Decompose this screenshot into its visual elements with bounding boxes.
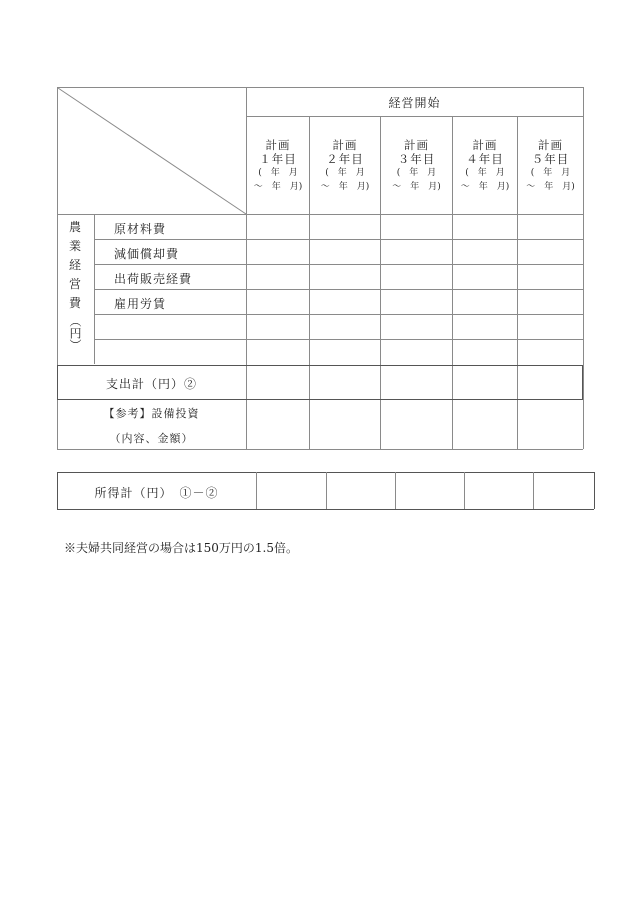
plan-header-1 (247, 138, 309, 194)
row-sep-2 (94, 264, 583, 265)
income-total-label: 所得計（円） ①－② (94, 486, 219, 500)
category-char: 農 (68, 220, 81, 234)
plan-title: 計画 (404, 138, 429, 152)
category-label-vertical (66, 218, 84, 351)
category-char: 経 (68, 258, 81, 272)
income-col-sep-4 (464, 472, 465, 509)
plan-header-5 (518, 138, 583, 194)
table-border-right (583, 87, 584, 449)
footnote: ※夫婦共同経営の場合は150万円の1.5倍。 (64, 541, 298, 555)
reference-label-line1: 【参考】設備投資 (103, 407, 200, 420)
plan-date-start: ( 年 月 (465, 168, 505, 178)
income-col-sep-3 (395, 472, 396, 509)
plan-date-start: ( 年 月 (325, 168, 365, 178)
plan-year: ３年目 (397, 152, 436, 166)
plan-title: 計画 (538, 138, 563, 152)
row-label-shipping-sales: 出荷販売経費 (114, 272, 193, 286)
plan-year: １年目 (259, 152, 297, 166)
plan-date-end: ～ 年 月) (253, 182, 303, 192)
total-top (57, 365, 583, 366)
header-group-sep (246, 116, 583, 117)
category-unit: （円） (68, 315, 82, 351)
expense-total-label: 支出計（円）② (105, 377, 197, 391)
total-bottom (57, 399, 583, 400)
plan-date-start: ( 年 月 (258, 168, 298, 178)
total-right-thick (582, 365, 583, 399)
income-border-right (594, 472, 595, 509)
plan-year: ４年目 (466, 152, 504, 166)
plan-date-start: ( 年 月 (530, 168, 571, 178)
row-sep-3 (94, 289, 583, 290)
category-char: 業 (68, 239, 81, 253)
plan-title: 計画 (472, 138, 498, 152)
plan-header-3 (381, 138, 452, 194)
plan-date-start: ( 年 月 (396, 168, 437, 178)
corner-diagonal (57, 87, 247, 215)
plan-year: ５年目 (531, 152, 570, 166)
plan-date-end: ～ 年 月) (460, 182, 510, 192)
row-label-raw-materials: 原材料費 (114, 222, 167, 236)
plan-title: 計画 (332, 138, 358, 152)
income-col-sep-1 (256, 472, 257, 509)
plan-title: 計画 (265, 138, 291, 152)
reference-label-line2: （内容、金額） (109, 432, 194, 445)
row-sep-1 (94, 239, 583, 240)
income-border-bottom (57, 509, 594, 510)
plan-header-2 (310, 138, 380, 194)
plan-date-end: ～ 年 月) (526, 182, 575, 192)
plan-header-4 (453, 138, 517, 194)
plan-date-end: ～ 年 月) (392, 182, 441, 192)
plan-year: ２年目 (326, 152, 364, 166)
row-sep-5 (94, 339, 583, 340)
category-char: 営 (68, 277, 81, 291)
header-group-label: 経営開始 (388, 96, 441, 110)
plan-date-end: ～ 年 月) (320, 182, 370, 192)
category-char: 費 (68, 296, 81, 310)
income-col-sep-5 (533, 472, 534, 509)
row-sep-4 (94, 314, 583, 315)
row-label-labor-wages: 雇用労賃 (114, 297, 167, 311)
row-label-depreciation: 減価償却費 (114, 247, 180, 261)
income-col-sep-2 (326, 472, 327, 509)
table-border-bottom (57, 449, 583, 450)
